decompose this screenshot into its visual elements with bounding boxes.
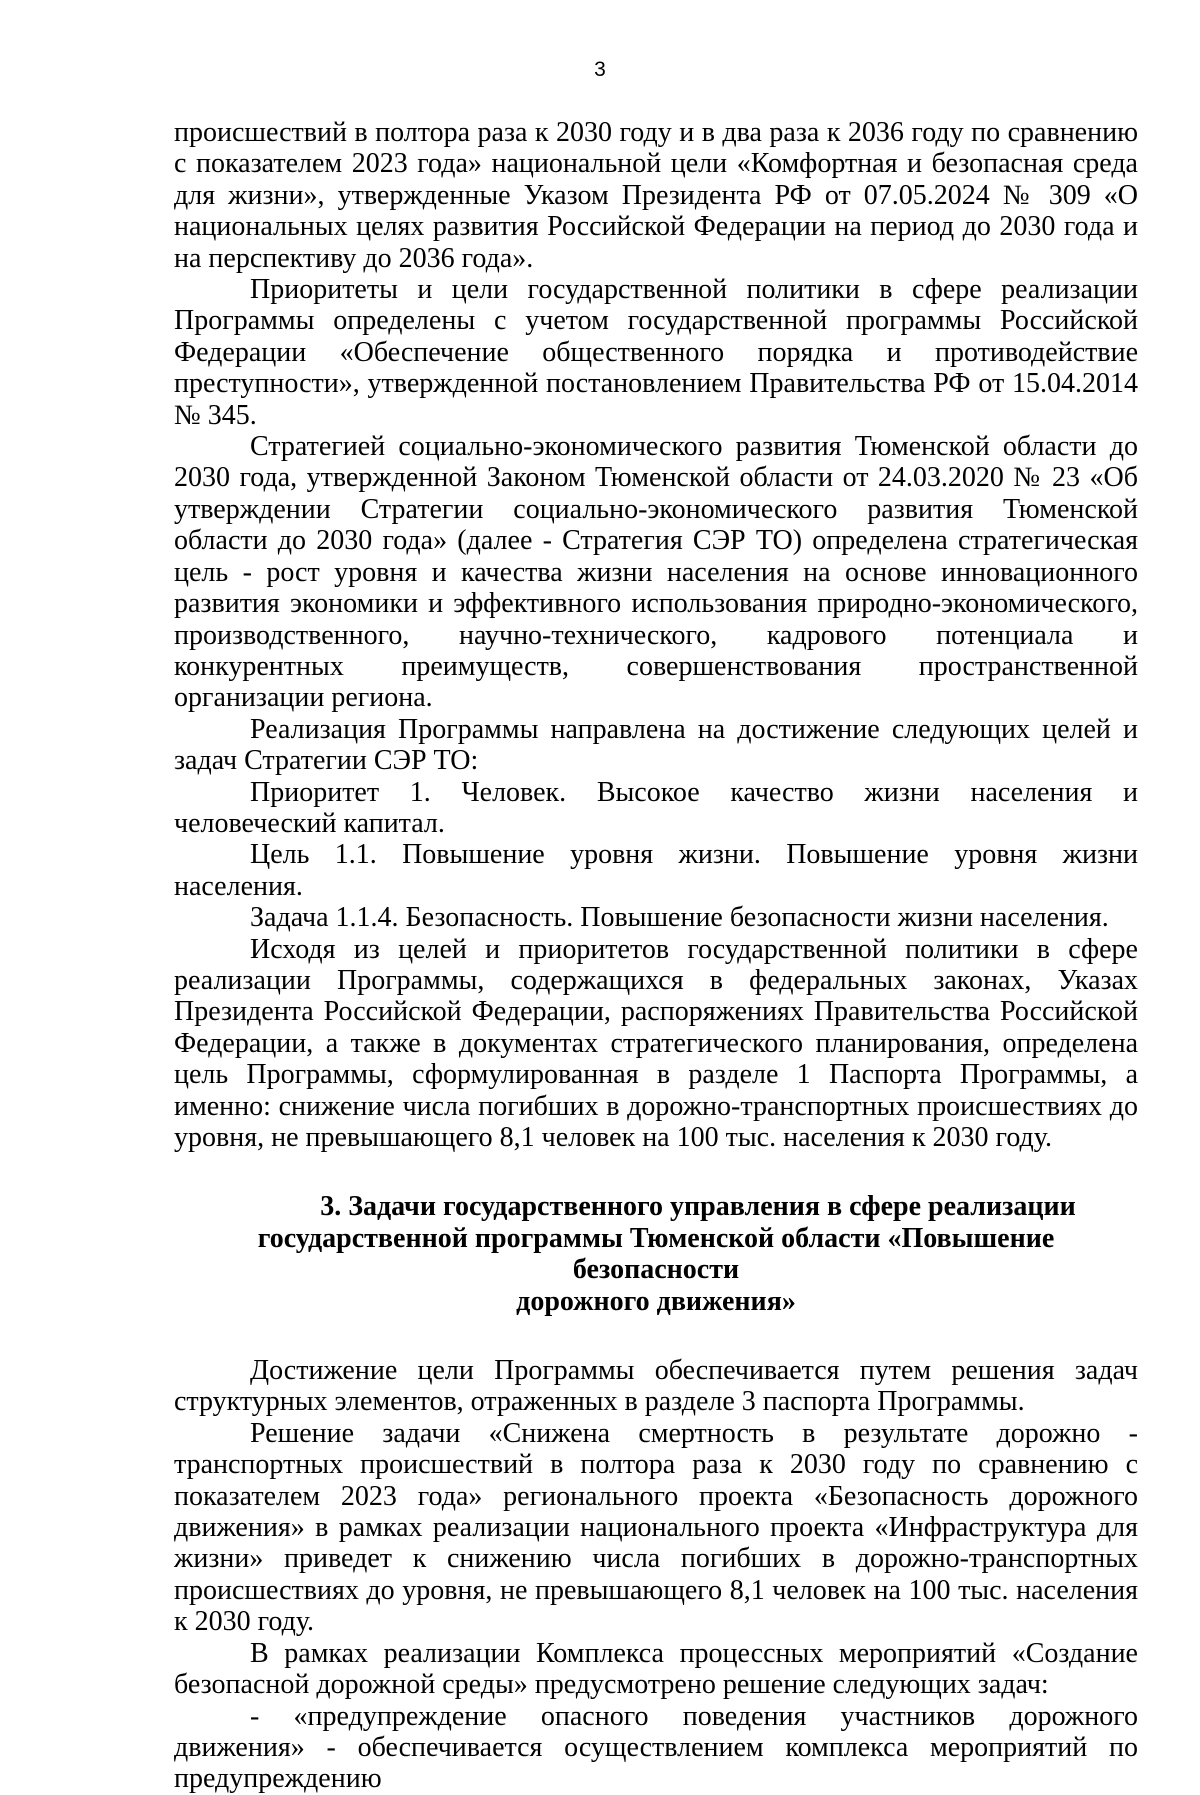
paragraph: Решение задачи «Снижена смертность в результате дорожно - транспортных происшествий в полтора раза к 2030 году по сравнению с показателем 2023 года» регионального проекта «Безопасность дорожного движения» в рамках реализации национального проекта «Инфраструктура для жизни» приведет к снижению числа погибших в дорожно-транспортных происшествиях до уровня, не превышающего 8,1 человек на 100 тыс. населения к 2030 году. [174, 1417, 1138, 1638]
section-heading-line: государственной программы Тюменской области «Повышение безопасности [257, 1222, 1055, 1286]
paragraph: Приоритеты и цели государственной политики в сфере реализации Программы определены с учетом государственной программы Российской Федерации «Обеспечение общественного порядка и противодействие преступности», утвержденной постановлением Правительства РФ от 15.04.2014 № 345. [174, 274, 1138, 431]
document-body [174, 117, 1138, 1795]
paragraph: Реализация Программы направлена на достижение следующих целей и задач Стратегии СЭР ТО: [174, 713, 1138, 777]
paragraph: Приоритет 1. Человек. Высокое качество жизни населения и человеческий капитал. [174, 776, 1138, 839]
paragraph: происшествий в полтора раза к 2030 году и в два раза к 2036 году по сравнению с показателем 2023 года» национальной цели «Комфортная и безопасная среда для жизни», утвержденные Указом Президента РФ от 07.05.2024 № 309 «О национальных целях развития Российской Федерации на период до 2030 года и на перспективу до 2036 года». [174, 117, 1138, 274]
paragraph: Задача 1.1.4. Безопасность. Повышение безопасности жизни населения. [250, 902, 1109, 934]
section-heading-line: дорожного движения» [516, 1285, 796, 1317]
paragraph: В рамках реализации Комплекса процессных мероприятий «Создание безопасной дорожной среды» предусмотрено решение следующих задач: [174, 1637, 1138, 1701]
paragraph: - «предупреждение опасного поведения участников дорожного движения» - обеспечивается осуществлением комплекса мероприятий по предупреждению [174, 1700, 1138, 1795]
paragraph: Исходя из целей и приоритетов государственной политики в сфере реализации Программы, содержащихся в федеральных законах, Указах Президента Российской Федерации, распоряжениях Правительства Российской Федерации, а также в документах стратегического планирования, определена цель Программы, сформулированная в разделе 1 Паспорта Программы, а именно: снижение числа погибших в дорожно-транспортных происшествиях до уровня, не превышающего 8,1 человек на 100 тыс. населения к 2030 году. [174, 933, 1138, 1153]
paragraph: Цель 1.1. Повышение уровня жизни. Повышение уровня жизни населения. [174, 839, 1138, 902]
paragraph: Достижение цели Программы обеспечивается путем решения задач структурных элементов, отраженных в разделе 3 паспорта Программы. [174, 1355, 1138, 1418]
paragraph: Стратегией социально-экономического развития Тюменской области до 2030 года, утвержденной Законом Тюменской области от 24.03.2020 № 23 «Об утверждении Стратегии социально-экономического развития Тюменской области до 2030 года» (далее - Стратегия СЭР ТО) определена стратегическая цель - рост уровня и качества жизни населения на основе инновационного развития экономики и эффективного использования природно-экономического, производственного, научно-технического, кадрового потенциала и конкурентных преимуществ, совершенствования пространственной организации региона. [174, 431, 1138, 714]
page-number: 3 [594, 58, 606, 81]
section-heading [174, 1191, 1138, 1317]
section-heading-line: 3. Задачи государственного управления в сфере реализации [320, 1191, 1076, 1223]
